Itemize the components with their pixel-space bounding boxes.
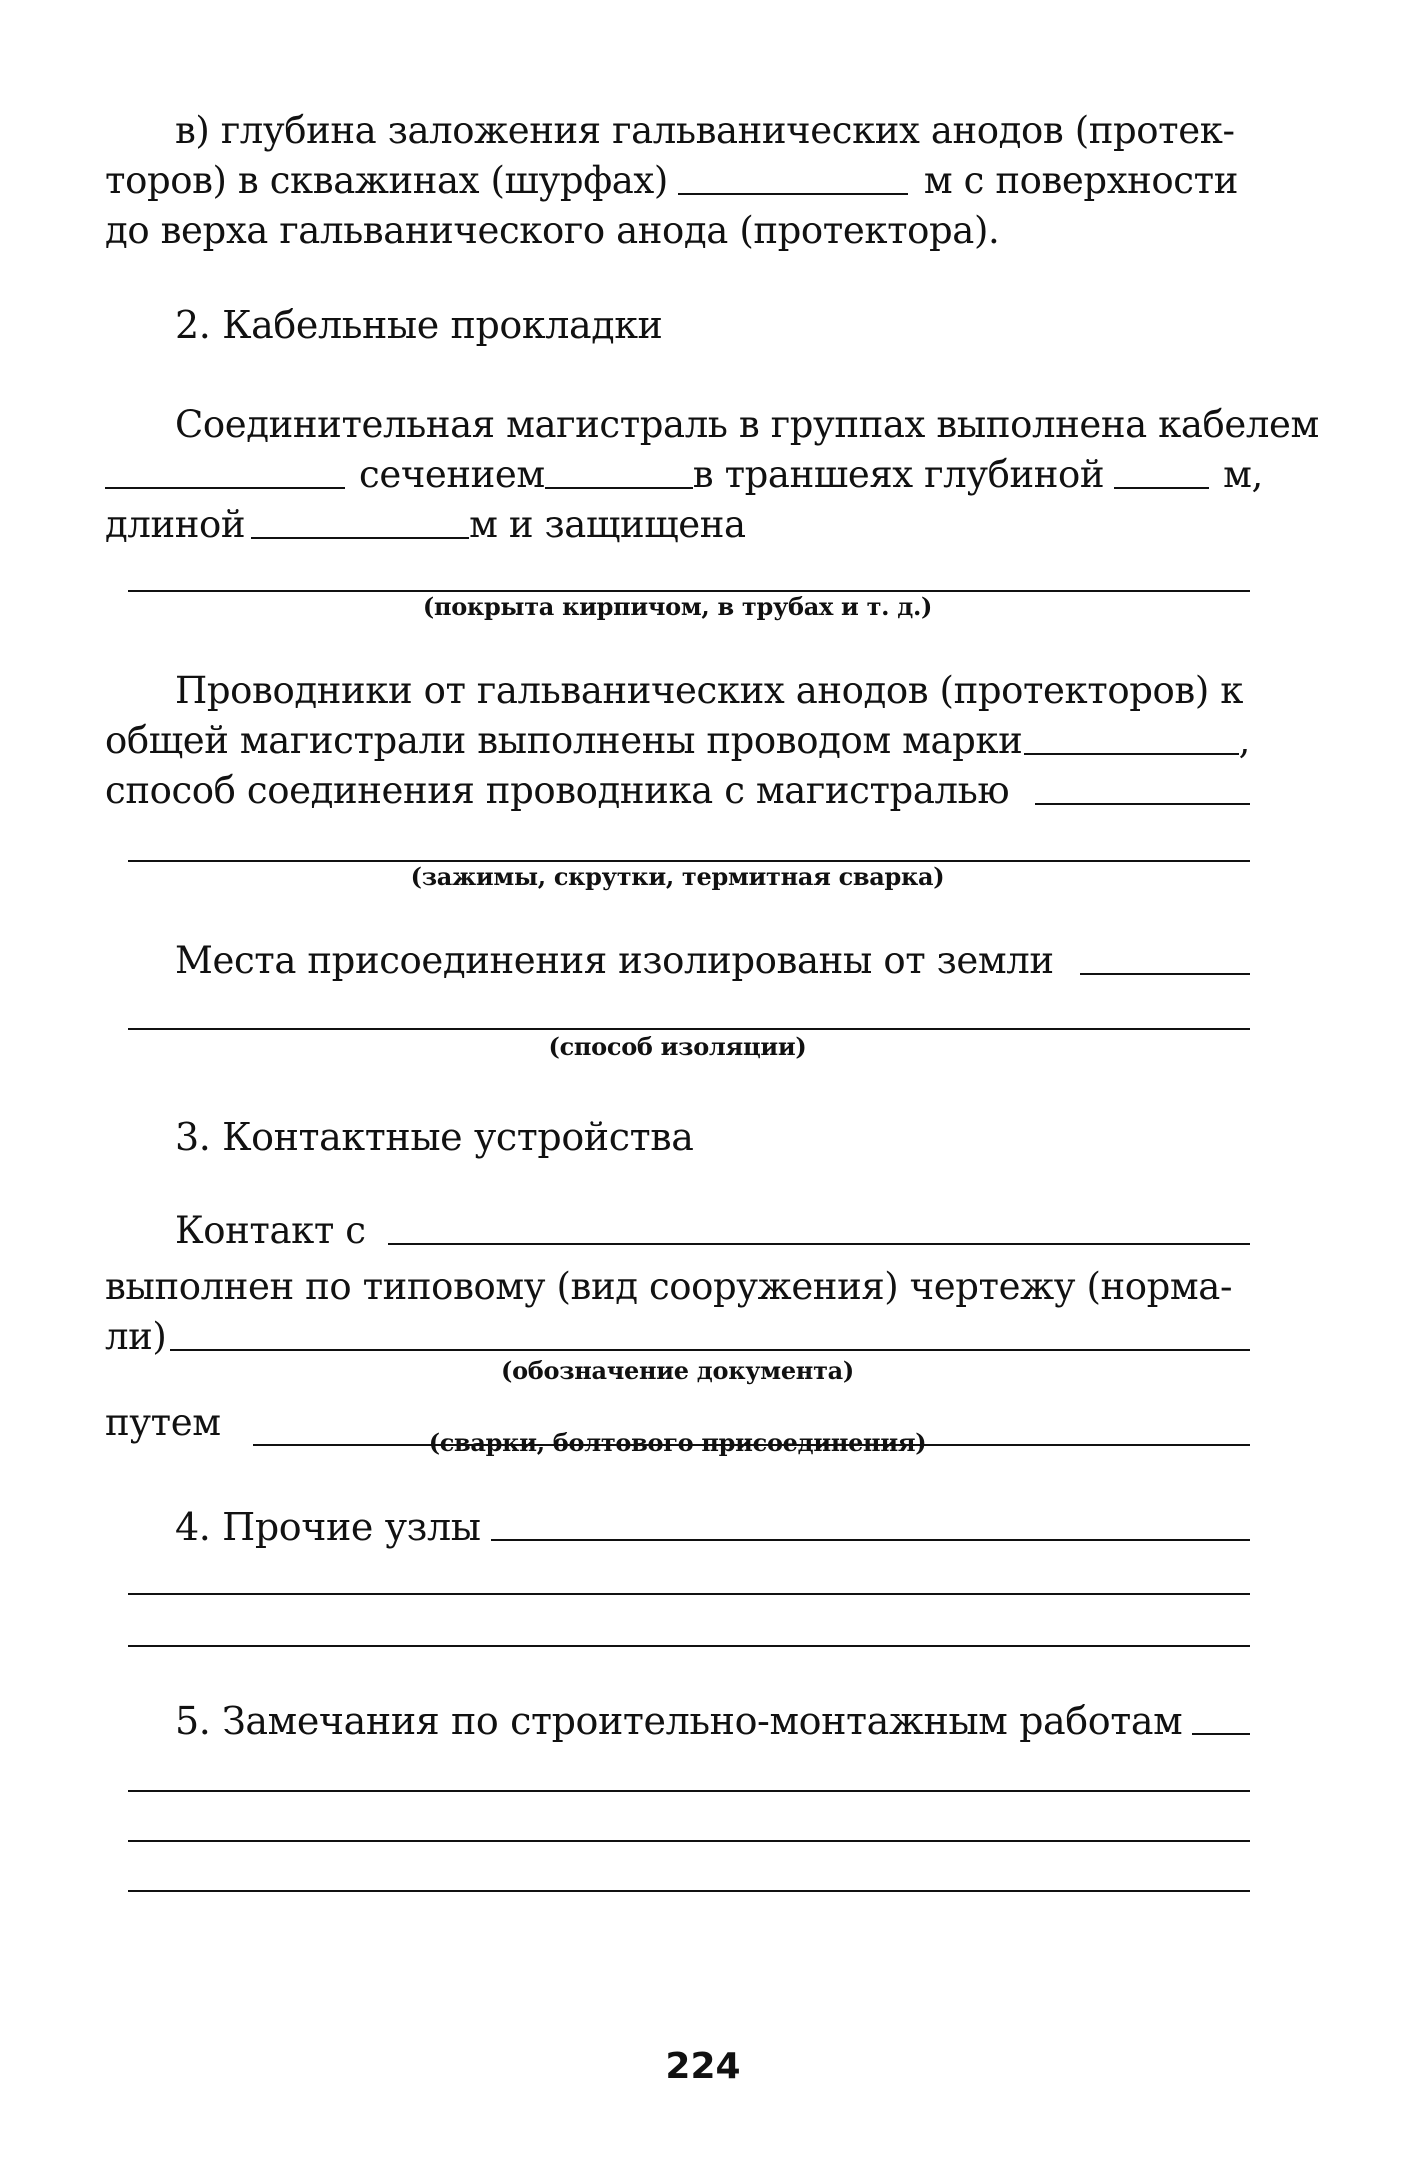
section-3-heading — [175, 1112, 1250, 1162]
cable-protected-label: м и защищена — [469, 503, 746, 546]
insulation-method-blank[interactable] — [128, 1028, 1250, 1030]
anode-depth-blank[interactable] — [678, 193, 908, 195]
insulation-text: Места присоединения изолированы от земли — [175, 939, 1054, 982]
anode-depth-unit: м с поверхности — [923, 159, 1238, 202]
cable-trench-label: в траншеях глубиной — [692, 453, 1105, 496]
page-number: 224 — [665, 2046, 741, 2087]
anode-depth-text-2: торов) в скважинах (шурфах) — [105, 159, 668, 202]
section-2-heading — [175, 300, 1250, 350]
anode-depth-line-3 — [105, 206, 1250, 256]
section-2-heading-text: 2. Кабельные прокладки — [175, 303, 663, 347]
cable-line-3 — [105, 500, 1250, 550]
section-4-heading — [175, 1502, 1250, 1552]
conductors-line-2 — [105, 716, 1250, 766]
cable-depth-unit: м, — [1223, 453, 1263, 496]
other-units-blank-3[interactable] — [128, 1645, 1250, 1647]
conductors-comma: , — [1238, 719, 1250, 762]
cable-line-1-text: Соединительная магистраль в группах выполнена кабелем — [175, 403, 1319, 446]
other-units-blank-2[interactable] — [128, 1593, 1250, 1595]
typical-drawing-text: выполнен по типовому (вид сооружения) чертежу (норма- — [105, 1265, 1233, 1308]
conductors-line-3 — [105, 766, 1250, 816]
document-blank[interactable] — [170, 1349, 1250, 1351]
cable-section-blank[interactable] — [545, 487, 693, 489]
section-5-heading-text: 5. Замечания по строительно-монтажным работам — [175, 1699, 1183, 1743]
connection-method-blank[interactable] — [1035, 803, 1250, 805]
cable-section-label: сечением — [359, 453, 545, 496]
document-caption: (обозначение документа) — [501, 1356, 854, 1385]
wire-brand-blank[interactable] — [1024, 753, 1238, 755]
insulation-caption: (способ изоляции) — [548, 1032, 807, 1061]
conductors-line-3-text: способ соединения проводника с магистралью — [105, 769, 1010, 812]
connection-caption: (зажимы, скрутки, термитная сварка) — [410, 862, 945, 891]
conductors-line-1-text: Проводники от гальванических анодов (протекторов) к — [175, 669, 1243, 712]
conductors-line-1 — [175, 666, 1250, 716]
insulation-line — [175, 936, 1250, 986]
insulation-blank[interactable] — [1080, 973, 1250, 975]
cable-line-2 — [105, 450, 1263, 500]
method-label: путем — [105, 1401, 221, 1444]
cable-length-label: длиной — [105, 503, 246, 546]
method-caption: (сварки, болтового присоединения) — [428, 1428, 927, 1457]
cable-length-blank[interactable] — [251, 537, 469, 539]
section-3-heading-text: 3. Контактные устройства — [175, 1115, 694, 1159]
other-units-blank[interactable] — [491, 1539, 1250, 1541]
protection-caption: (покрыта кирпичом, в трубах и т. д.) — [422, 592, 933, 621]
remarks-blank-2[interactable] — [128, 1790, 1250, 1792]
anode-depth-line-2 — [105, 156, 1250, 206]
cable-line-1 — [175, 400, 1319, 450]
typical-drawing-text-end: ли) — [105, 1315, 167, 1358]
cable-depth-blank[interactable] — [1114, 487, 1209, 489]
remarks-blank-4[interactable] — [128, 1890, 1250, 1892]
cable-type-blank[interactable] — [105, 487, 345, 489]
section-4-heading-text: 4. Прочие узлы — [175, 1505, 481, 1549]
anode-depth-text-3: до верха гальванического анода (протектора). — [105, 209, 1000, 252]
typical-drawing-line-2 — [105, 1312, 1250, 1362]
contact-blank[interactable] — [388, 1243, 1250, 1245]
remarks-blank-3[interactable] — [128, 1840, 1250, 1842]
section-5-heading — [175, 1696, 1250, 1746]
contact-line — [175, 1206, 1250, 1256]
anode-depth-text-1: в) глубина заложения гальванических анодов (протек- — [175, 109, 1235, 152]
anode-depth-line-1 — [175, 106, 1250, 156]
contact-label: Контакт с — [175, 1209, 366, 1252]
conductors-line-2-text: общей магистрали выполнены проводом марки — [105, 719, 1023, 762]
typical-drawing-line — [105, 1262, 1250, 1312]
remarks-blank[interactable] — [1192, 1733, 1250, 1735]
